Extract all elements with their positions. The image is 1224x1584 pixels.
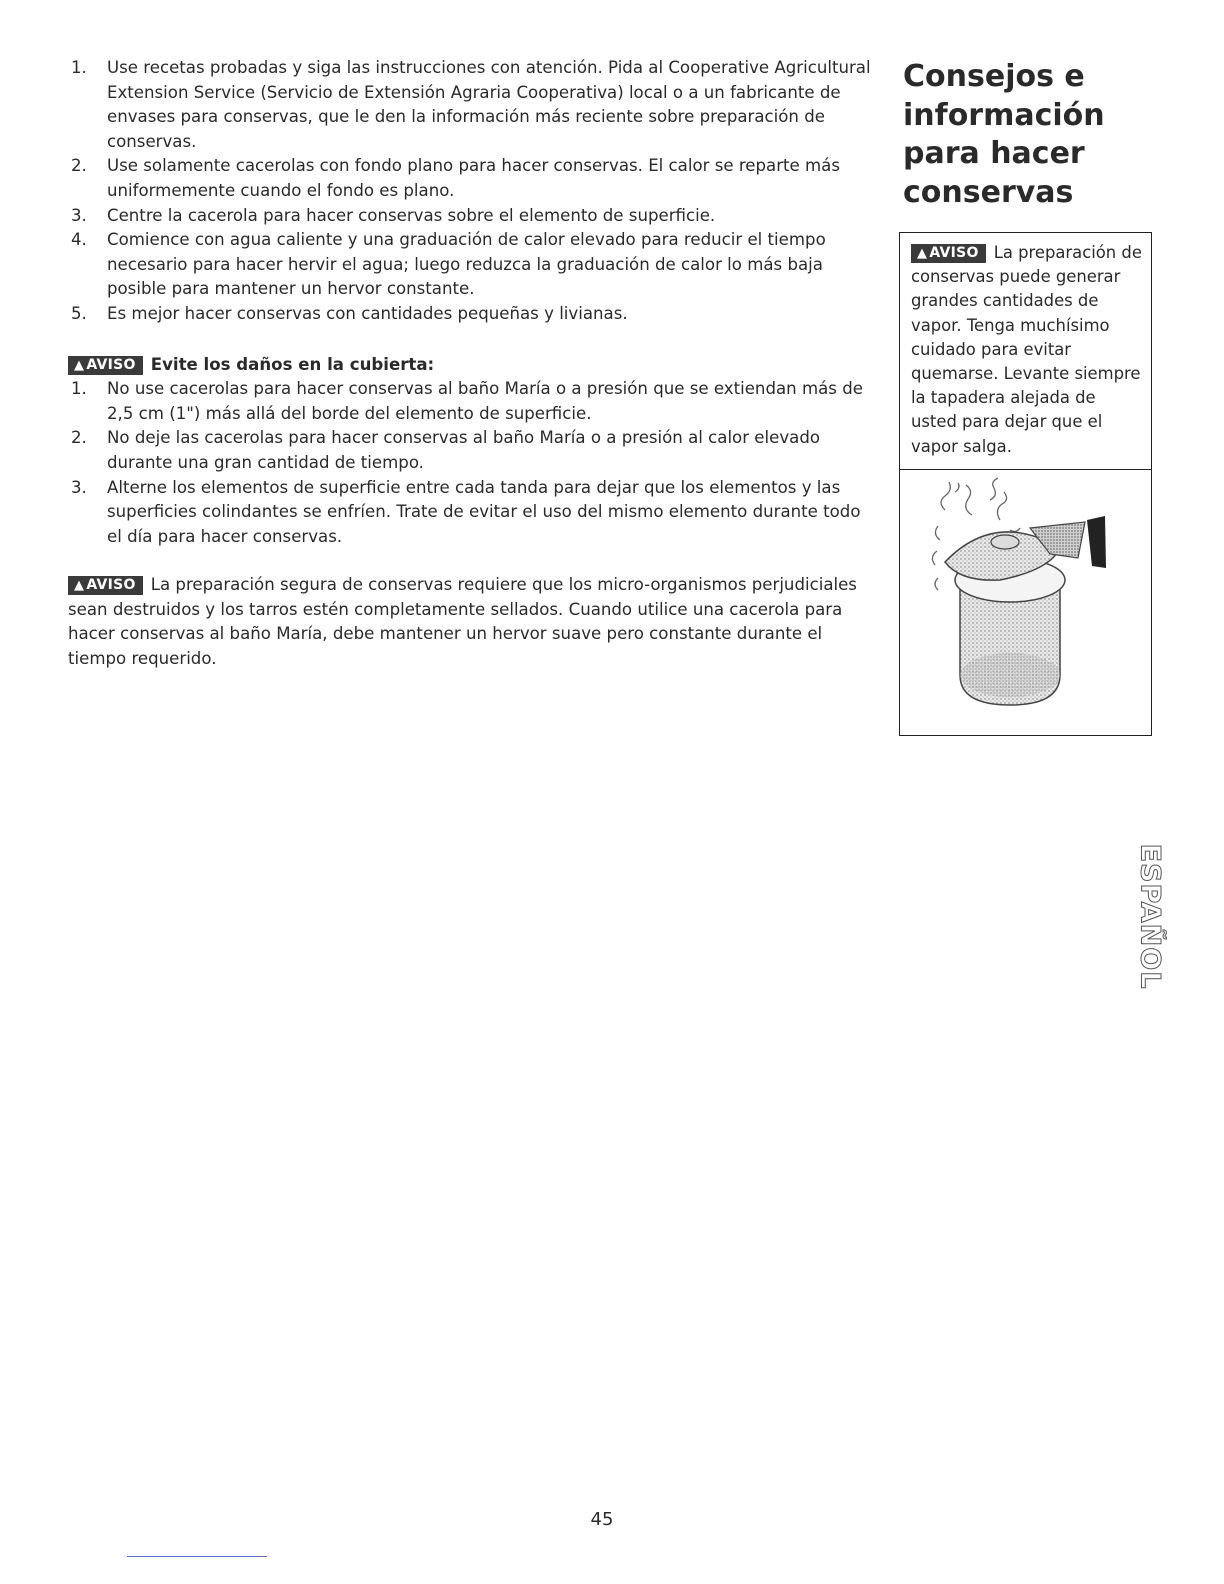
warning-triangle-icon: ▲ xyxy=(74,578,85,594)
warning-badge: ▲ AVISO xyxy=(68,576,143,595)
damage-warning-list xyxy=(68,377,880,549)
footer-divider xyxy=(127,1556,267,1557)
warning-badge: ▲ AVISO xyxy=(68,356,143,375)
list-item: 3. Centre la cacerola para hacer conservas sobre el elemento de superficie. xyxy=(71,205,716,225)
list-item: 1. No use cacerolas para hacer conservas al baño María o a presión que se extiendan más de 2,5 cm (1") más allá del borde del elemento de superficie. xyxy=(71,379,863,423)
list-item: 2. Use solamente cacerolas con fondo plano para hacer conservas. El calor se reparte más uniformemente cuando el fondo es plano. xyxy=(71,156,841,200)
page-number: 45 xyxy=(590,1509,614,1530)
main-content xyxy=(68,56,880,672)
intro-list xyxy=(68,56,880,327)
steaming-pot-icon xyxy=(900,470,1151,735)
sidebar-warning-text: ▲ AVISO La preparación de conservas puede generar grandes cantidades de vapor. Tenga muchísimo cuidado para evitar quemarse. Levante siempre la tapadera alejada de usted para dejar que el vapor salga. xyxy=(911,243,1142,456)
safety-warning: ▲ AVISO La preparación segura de conservas requiere que los micro-organismos perjudiciales sean destruidos y los tarros estén completamente sellados. Cuando utilice una cacerola para hacer conservas al baño María, debe mantener un hervor suave pero constante durante el tiempo requerido. xyxy=(68,575,857,669)
damage-warning-heading: ▲ AVISO Evite los daños en la cubierta: xyxy=(68,353,880,378)
sidebar-warning-box xyxy=(899,232,1152,736)
warning-triangle-icon: ▲ xyxy=(74,357,85,373)
list-item: 1. Use recetas probadas y siga las instrucciones con atención. Pida al Cooperative Agricultural Extension Service (Servicio de Extensión Agraria Cooperativa) local o a un fabricante de envases para conservas, que le den la información más reciente sobre preparación de conservas. xyxy=(71,58,871,151)
canning-pot-illustration xyxy=(900,469,1151,735)
language-side-tab: ESPAÑOL xyxy=(1134,843,1166,989)
list-item: 2. No deje las cacerolas para hacer conservas al baño María o a presión al calor elevado durante una gran cantidad de tiempo. xyxy=(71,428,821,472)
list-item: 4. Comience con agua caliente y una graduación de calor elevado para reducir el tiempo necesario para hacer hervir el agua; luego reduzca la graduación de calor lo más baja posible para mantener un hervor constante. xyxy=(71,230,826,299)
warning-triangle-icon: ▲ xyxy=(917,246,928,261)
warning-badge: ▲ AVISO xyxy=(911,244,986,263)
sidebar xyxy=(899,58,1153,736)
sidebar-title: Consejos e información para hacer conservas xyxy=(903,59,1105,210)
list-item: 5. Es mejor hacer conservas con cantidades pequeñas y livianas. xyxy=(71,303,628,323)
list-item: 3. Alterne los elementos de superficie entre cada tanda para dejar que los elementos y las superficies colindantes se enfríen. Trate de evitar el uso del mismo elemento durante todo el día para hacer conservas. xyxy=(71,477,861,546)
